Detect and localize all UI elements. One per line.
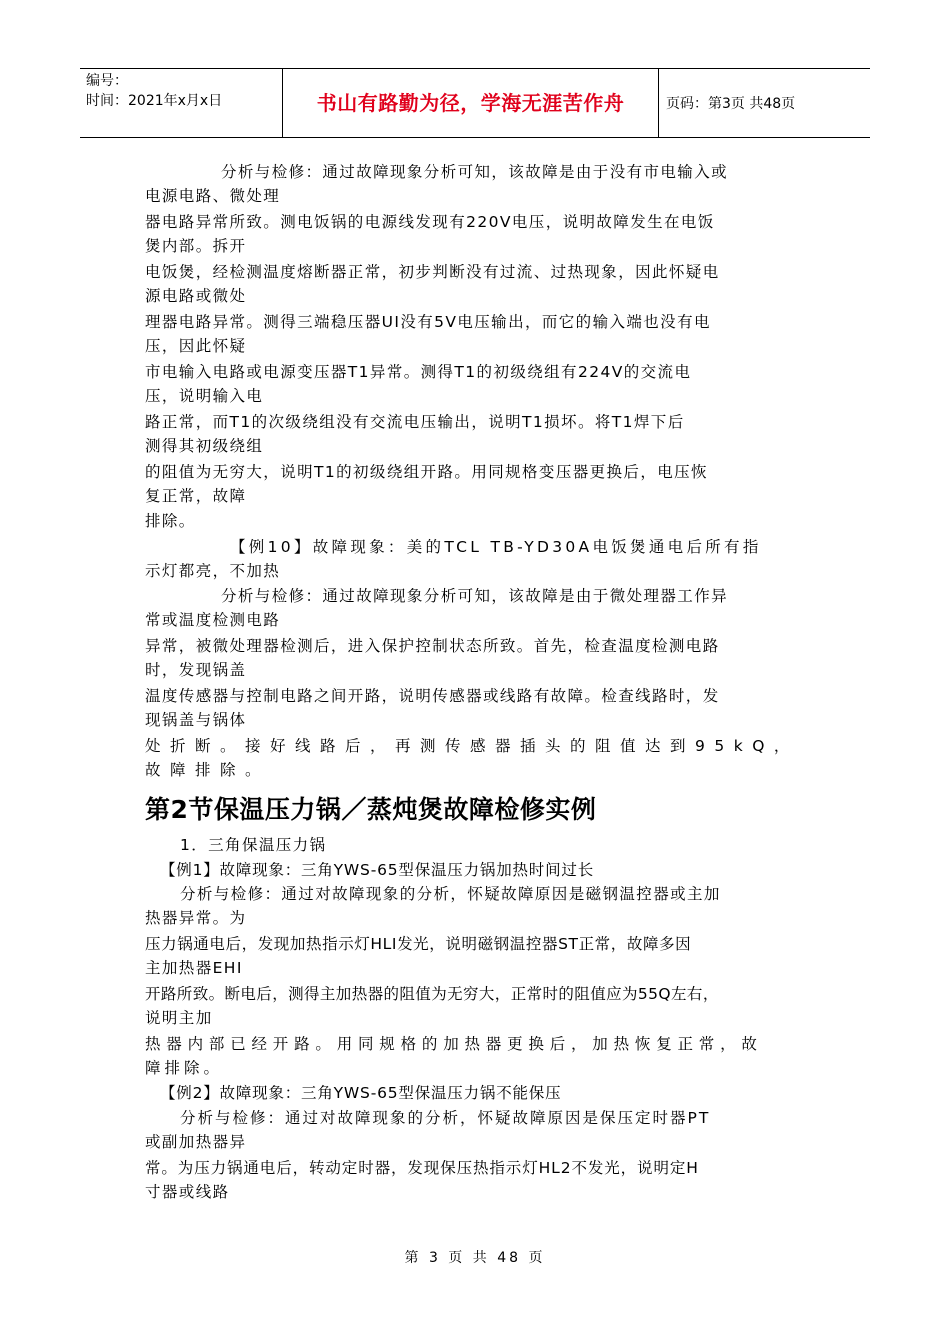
body-line: 源电路或微处 — [145, 287, 247, 305]
body-line: 分析与检修：通过对故障现象的分析，怀疑故障原因是保压定时器PT — [180, 1109, 711, 1127]
body-line: 电源电路、微处理 — [145, 187, 281, 205]
body-line: 常或温度检测电路 — [145, 611, 281, 629]
section-title: 第2节保温压力锅／蒸炖煲故障检修实例 — [145, 795, 597, 824]
body-line: 时，发现锅盖 — [145, 661, 247, 679]
example-heading: 【例1】故障现象：三角YWS-65型保温压力锅加热时间过长 — [160, 861, 595, 879]
subsection-title: 1．三角保温压力锅 — [180, 836, 327, 854]
header-table — [80, 68, 870, 138]
header-motto: 书山有路勤为径，学海无涯苦作舟 — [283, 69, 659, 137]
body-line: 开路所致。断电后，测得主加热器的阻值为无穷大，正常时的阻值应为55Q左右， — [145, 985, 719, 1003]
body-line: 主加热器EHI — [145, 959, 243, 977]
body-line: 障排除。 — [145, 1059, 224, 1077]
body-line: 复正常，故障 — [145, 487, 247, 505]
body-line: 寸器或线路 — [145, 1183, 230, 1201]
body-line: 市电输入电路或电源变压器T1异常。测得T1的初级绕组有224V的交流电 — [145, 363, 692, 381]
body-line: 分析与检修：通过故障现象分析可知，该故障是由于微处理器工作异 — [221, 587, 729, 605]
header-page-info: 页码：第3页 共48页 — [666, 96, 796, 112]
body-line: 温度传感器与控制电路之间开路，说明传感器或线路有故障。检查线路时，发 — [145, 687, 720, 705]
body-line: 路正常，而T1的次级绕组没有交流电压输出，说明T1损坏。将T1焊下后 — [145, 413, 685, 431]
header-meta-cell — [80, 69, 283, 137]
document-date: 时间：2021年x月x日 — [86, 93, 223, 109]
body-line: 的阻值为无穷大，说明T1的初级绕组开路。用同规格变压器更换后，电压恢 — [145, 463, 708, 481]
body-line: 压力锅通电后，发现加热指示灯HLI发光，说明磁钢温控器ST正常，故障多因 — [145, 935, 692, 953]
body-line: 理器电路异常。测得三端稳压器UI没有5V电压输出，而它的输入端也没有电 — [145, 313, 711, 331]
body-line: 故障排除。 — [145, 761, 271, 779]
body-line: 压，说明输入电 — [145, 387, 264, 405]
body-line: 煲内部。拆开 — [145, 237, 247, 255]
body-line: 电饭煲，经检测温度熔断器正常，初步判断没有过流、过热现象，因此怀疑电 — [145, 263, 720, 281]
example-heading: 【例10】故障现象：美的TCL TB-YD30A电饭煲通电后所有指 — [230, 538, 762, 556]
body-line: 说明主加 — [145, 1009, 213, 1027]
body-line: 分析与检修：通过对故障现象的分析，怀疑故障原因是磁钢温控器或主加 — [180, 885, 721, 903]
body-line: 分析与检修：通过故障现象分析可知，该故障是由于没有市电输入或 — [221, 163, 729, 181]
body-line: 压，因此怀疑 — [145, 337, 247, 355]
body-line: 或副加热器异 — [145, 1133, 247, 1151]
example-heading: 【例2】故障现象：三角YWS-65型保温压力锅不能保压 — [160, 1084, 562, 1102]
body-line: 器电路异常所致。测电饭锅的电源线发现有220V电压，说明故障发生在电饭 — [145, 213, 715, 231]
body-line: 示灯都亮，不加热 — [145, 562, 281, 580]
body-line: 热器异常。为 — [145, 909, 247, 927]
body-line: 常。为压力锅通电后，转动定时器，发现保压热指示灯HL2不发光，说明定H — [145, 1159, 699, 1177]
document-number-label: 编号： — [86, 73, 128, 89]
body-line: 处折断。接好线路后，再测传感器插头的阻值达到95kQ， — [145, 737, 799, 755]
body-line: 排除。 — [145, 512, 196, 530]
body-line: 热器内部已经开路。用同规格的加热器更换后，加热恢复正常，故 — [145, 1035, 763, 1053]
body-line: 现锅盖与锅体 — [145, 711, 247, 729]
page-footer: 第 3 页 共 48 页 — [404, 1250, 546, 1266]
body-line: 测得其初级绕组 — [145, 437, 264, 455]
body-line: 异常，被微处理器检测后，进入保护控制状态所致。首先，检查温度检测电路 — [145, 637, 720, 655]
